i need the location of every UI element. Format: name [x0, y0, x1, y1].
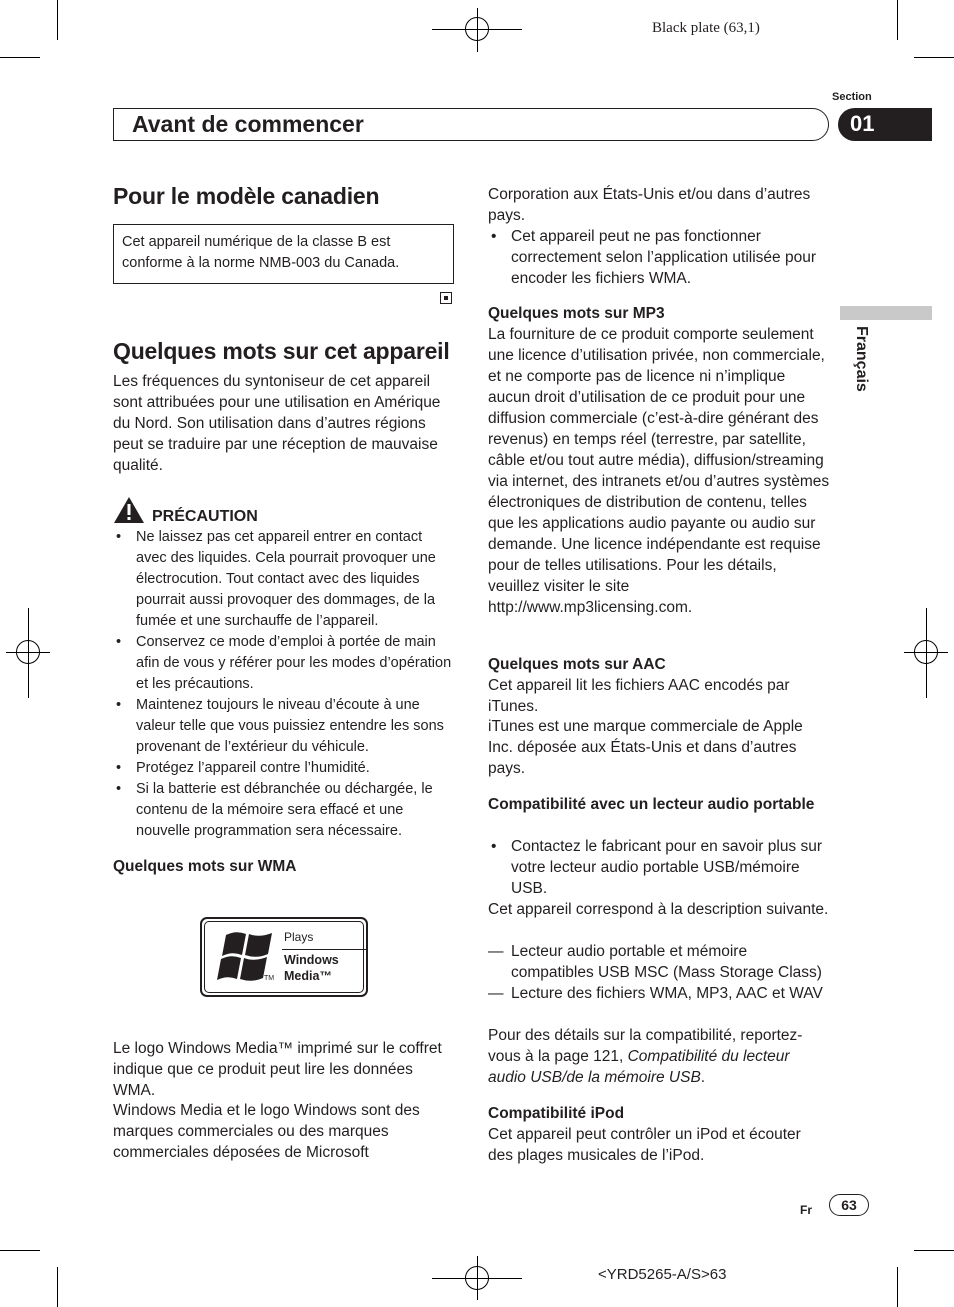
windows-media-logo [200, 917, 368, 997]
crop-mark [57, 0, 58, 40]
warning-icon [113, 496, 145, 524]
crop-mark [914, 1250, 954, 1251]
aac-paragraph-1: Cet appareil lit les fichiers AAC encodés par iTunes. [488, 677, 790, 715]
ipod-paragraph: Cet appareil peut contrôler un iPod et écouter des plages musicales de l’iPod. [488, 1126, 801, 1164]
page-number-badge [829, 1194, 869, 1216]
caution-item: • Conservez ce mode d’emploi à portée de main afin de vous y référer pour les modes d’opération et les précautions. [113, 632, 456, 695]
caution-title: PRÉCAUTION [152, 508, 258, 525]
ipod-title: Compatibilité iPod [488, 1105, 625, 1122]
mp3-paragraph [488, 324, 830, 618]
compat-dash-item: — Lecture des fichiers WMA, MP3, AAC et WAV [488, 983, 830, 1004]
crop-mark [57, 1267, 58, 1307]
wma-bullet-list [488, 226, 830, 289]
wma-paragraph-1: Le logo Windows Media™ imprimé sur le coffret indique que ce produit peut lire les données WMA. [113, 1040, 442, 1099]
logo-windows: Windows [284, 953, 339, 967]
intro-paragraph: Les fréquences du syntoniseur de cet appareil sont attribuées pour une utilisation en Amérique du Nord. Son utilisation dans d’autres régions peut se traduire par une réception de mauvaise qualité. [113, 373, 441, 474]
compat-bullet-list [488, 836, 830, 899]
crop-mark [897, 1267, 898, 1307]
mp3-license-link[interactable]: http://www.mp3licensing.com. [488, 599, 693, 616]
logo-media: Media™ [284, 969, 332, 983]
logo-tm: TM [264, 975, 275, 982]
chapter-header-bar [113, 108, 829, 141]
title-canadian-model: Pour le modèle canadien [113, 183, 380, 209]
wma-continued: Corporation aux États-Unis et/ou dans d’autres pays. [488, 186, 811, 224]
section-label: Section [832, 91, 872, 103]
aac-paragraph-2: iTunes est une marque commerciale de Apple Inc. déposée aux États-Unis et dans d’autres pays. [488, 718, 803, 777]
compat-paragraph: Cet appareil correspond à la description suivante. [488, 901, 829, 918]
compat-ref-suffix: . [700, 1069, 706, 1086]
notice-box [113, 224, 454, 284]
plate-label: Black plate (63,1) [652, 20, 760, 36]
title-about-unit: Quelques mots sur cet appareil [113, 338, 450, 364]
wma-bullet: • Cet appareil peut ne pas fonctionner correctement selon l’application utilisée pour encoder les fichiers WMA. [488, 226, 830, 289]
compat-dash-list [488, 941, 830, 1004]
crop-mark [914, 57, 954, 58]
caution-list [113, 527, 456, 842]
compat-bullet: • Contactez le fabricant pour en savoir plus sur votre lecteur audio portable USB/mémoire USB. [488, 836, 830, 899]
footer-language: Fr [800, 1203, 812, 1217]
crop-mark [0, 1250, 40, 1251]
caution-item: • Si la batterie est débranchée ou déchargée, le contenu de la mémoire sera effacé et une nouvelle programmation sera nécessaire. [113, 779, 456, 842]
chapter-title: Avant de commencer [132, 111, 364, 137]
crop-mark [897, 0, 898, 40]
logo-plays: Plays [284, 930, 314, 944]
language-tab [850, 326, 870, 406]
caution-item: • Protégez l’appareil contre l’humidité. [113, 758, 456, 779]
language-tab-label: Français [853, 326, 870, 392]
compat-reference [488, 1025, 830, 1088]
page-number: 63 [841, 1197, 857, 1213]
wma-paragraph-2: Windows Media et le logo Windows sont des marques commerciales ou des marques commerciales déposées de Microsoft [113, 1102, 420, 1161]
end-mark-icon [440, 292, 452, 304]
notice-text: Cet appareil numérique de la classe B est conforme à la norme NMB-003 du Canada. [122, 234, 400, 271]
mp3-title: Quelques mots sur MP3 [488, 305, 665, 322]
document-code: <YRD5265-A/S>63 [598, 1266, 727, 1283]
wma-title: Quelques mots sur WMA [113, 858, 297, 875]
caution-item: • Ne laissez pas cet appareil entrer en contact avec des liquides. Cela pourrait provoquer une électrocution. Tout contact avec des liquides pourrait aussi provoquer des dommages, de la fumée et une surchauffe de l’appareil. [113, 527, 456, 632]
compat-title: Compatibilité avec un lecteur audio portable [488, 796, 815, 813]
section-number: 01 [850, 111, 875, 136]
caution-item: • Maintenez toujours le niveau d’écoute à une valeur telle que vous puissiez entendre les sons provenant de l’extérieur du véhicule. [113, 695, 456, 758]
compat-ref-link[interactable]: Compatibilité du lecteur audio USB/de la mémoire USB [488, 1048, 790, 1086]
aac-title: Quelques mots sur AAC [488, 656, 666, 673]
mp3-text: La fourniture de ce produit comporte seulement une licence d’utilisation privée, non commerciale, et ne comporte pas de licence ni n’implique aucun droit d’utilisation de ce produit pour une diffusion commerciale (c’est-à-dire générant des revenus) en temps réel (terrestre, par satellite, câble et/ou tout autre média), diffusion/streaming via internet, des intranets et/ou d’autres systèmes électroniques de distribution de contenu, telles que les applications audio payante ou audio sur demande. Une licence indépendante est requise pour de telles utilisations. Pour les détails, veuillez visiter le site [488, 326, 830, 595]
crop-mark [0, 57, 40, 58]
compat-ref-prefix: Pour des détails sur la compatibilité, reportez-vous à la page 121, [488, 1027, 803, 1065]
language-tab-bar [840, 306, 932, 320]
section-badge [838, 108, 932, 141]
compat-dash-item: — Lecteur audio portable et mémoire compatibles USB MSC (Mass Storage Class) [488, 941, 830, 983]
